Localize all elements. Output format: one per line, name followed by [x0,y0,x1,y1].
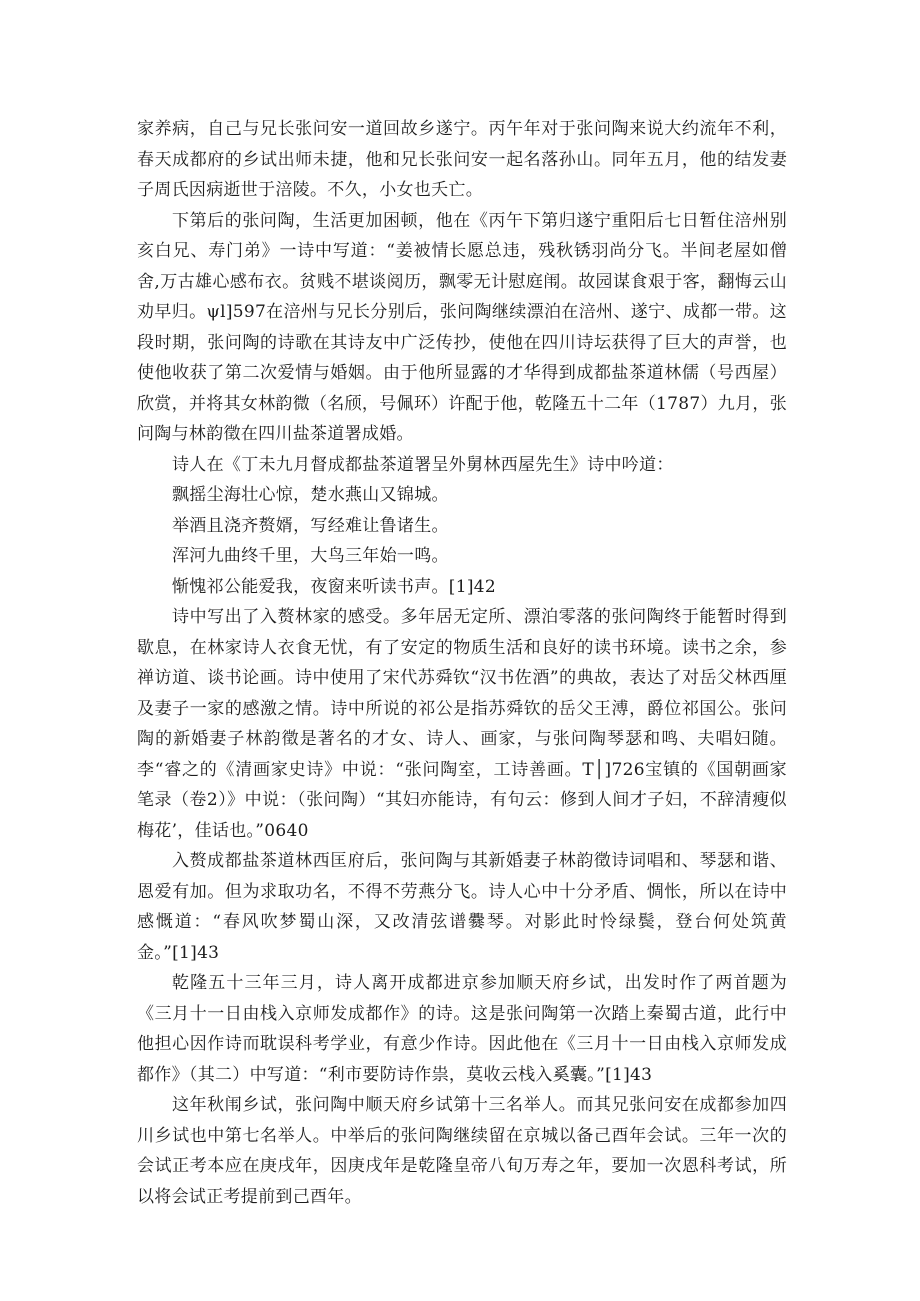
paragraph-marriage: 诗中写出了入赘林家的感受。多年居无定所、漂泊零落的张问陶终于能暂时得到歇息，在林家诗人衣食无忧，有了安定的物质生活和良好的读书环境。读书之余，参禅访道、谈书论画。诗中使用了宋代苏舜钦“汉书佐酒”的典故，表达了对岳父林西厘及妻子一家的感激之情。诗中所说的祁公是指苏舜钦的岳父王溥，爵位祁国公。张问陶的新婚妻子林韵徵是著名的才女、诗人、画家，与张问陶琴瑟和鸣、夫唱妇随。李“睿之的《清画家史诗》中说：“张问陶室，工诗善画。T│]726宝镇的《国朝画家笔录（卷2）》中说：（张问陶）“其妇亦能诗，有句云：修到人间才子妇，不辞清瘦似梅花’，佳话也。”0640 [137,607,787,841]
poem-line: 飘摇尘海壮心惊，楚水燕山又锦城。 [172,485,449,505]
poem-line: 惭愧祁公能爱我，夜窗来听读书声。[1]42 [172,576,497,597]
poem-line: 浑河九曲终千里，大鸟三年始一鸣。 [172,546,449,566]
paragraph-poem-intro: 诗人在《丁未九月督成都盐茶道署呈外舅林西屋先生》诗中吟道： [172,454,674,475]
paragraph-continuation: 家养病，自己与兄长张问安一道回故乡遂宁。丙午年对于张问陶来说大约流年不利，春天成都府的乡试出师未捷，他和兄长张问安一起名落孙山。同年五月，他的结发妻子周氏因病逝世于涪陵。不久，小女也夭亡。 [137,119,787,200]
poem-line: 举酒且浇齐赘婿，写经难让鲁诸生。 [172,515,449,536]
paragraph-failure-exam: 下第后的张问陶，生活更加困顿，他在《丙午下第归遂宁重阳后七日暂住涪州别亥白兄、寿门弟》一诗中写道：“姜被情长愿总违，残秋锈羽尚分飞。半间老屋如僧舍,万古雄心感布衣。贫贱不堪谈阅历，飘零无计慰庭闱。故园谋食艰于客，翻悔云山劝早归。ψl]597在涪州与兄长分别后，张问陶继续漂泊在涪州、遂宁、成都一带。这段时期，张问陶的诗歌在其诗友中广泛传抄，使他在四川诗坛获得了巨大的声誉，也使他收获了第二次爱情与婚姻。由于他所显露的才华得到成都盐茶道林儒（号西屋）欣赏，并将其女林韵微（名颀，号佩环）许配于他，乾隆五十二年（1787）九月，张问陶与林韵徵在四川盐茶道署成婚。 [137,210,787,444]
paragraph-exam-result: 这年秋闱乡试，张问陶中顺天府乡试第十三名举人。而其兄张问安在成都参加四川乡试也中第七名举人。中举后的张问陶继续留在京城以备己酉年会试。三年一次的会试正考本应在庚戌年，因庚戌年是乾隆皇帝八旬万寿之年，要加一次恩科考试，所以将会试正考提前到己酉年。 [137,1095,787,1207]
document-body [137,114,787,1212]
paragraph-journey: 乾隆五十三年三月，诗人离开成都进京参加顺天府乡试，出发时作了两首题为《三月十一日由栈入京师发成都作》的诗。这是张问陶第一次踏上秦蜀古道，此行中他担心因作诗而耽误科考学业，有意少作诗。因此他在《三月十一日由栈入京师发成都作》（其二）中写道：“利市要防诗作祟，莫收云栈入奚囊。”[1]43 [137,973,787,1085]
paragraph-separation: 入赘成都盐茶道林西匡府后，张问陶与其新婚妻子林韵徵诗词唱和、琴瑟和谐、恩爱有加。但为求取功名，不得不劳燕分飞。诗人心中十分矛盾、惆怅，所以在诗中感慨道：“春风吹梦蜀山深，又改清弦谱爨琴。对影此时怜绿鬓，登台何处筑黄金。”[1]43 [137,851,787,963]
